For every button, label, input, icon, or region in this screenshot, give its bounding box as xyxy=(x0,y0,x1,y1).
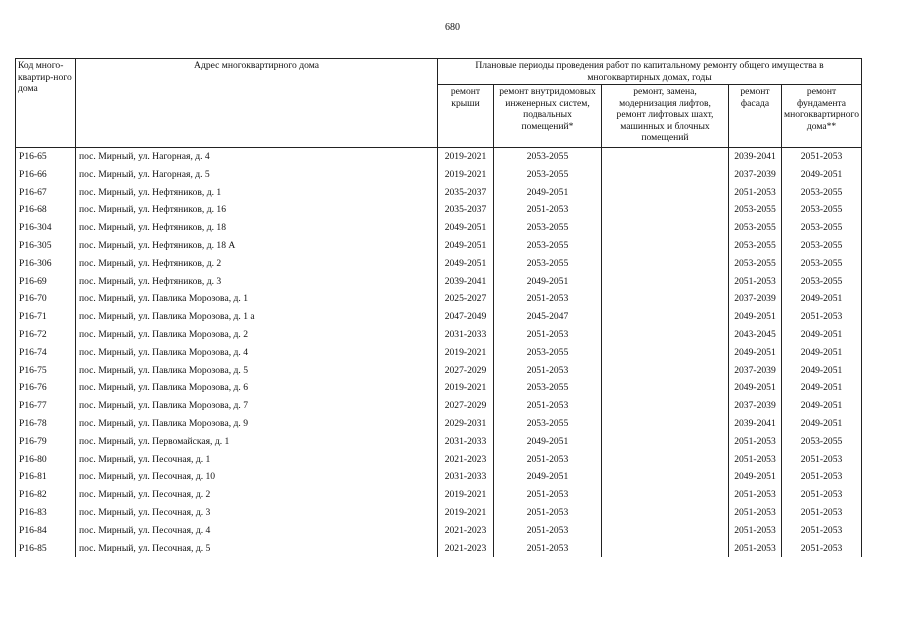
cell-code: Р16-80 xyxy=(16,451,76,469)
cell-engineering: 2049-2051 xyxy=(494,433,602,451)
table-row xyxy=(16,522,862,540)
cell-facade: 2051-2053 xyxy=(729,273,782,291)
cell-code: Р16-305 xyxy=(16,237,76,255)
table-row xyxy=(16,201,862,219)
cell-foundation: 2051-2053 xyxy=(782,540,862,558)
cell-foundation: 2051-2053 xyxy=(782,468,862,486)
cell-lifts xyxy=(602,415,729,433)
table-row xyxy=(16,397,862,415)
cell-lifts xyxy=(602,273,729,291)
cell-engineering: 2053-2055 xyxy=(494,415,602,433)
cell-facade: 2049-2051 xyxy=(729,379,782,397)
cell-facade: 2051-2053 xyxy=(729,522,782,540)
cell-roof: 2031-2033 xyxy=(438,433,494,451)
table-row xyxy=(16,237,862,255)
cell-lifts xyxy=(602,326,729,344)
table-row xyxy=(16,148,862,166)
table-row xyxy=(16,344,862,362)
cell-facade: 2053-2055 xyxy=(729,219,782,237)
cell-engineering: 2051-2053 xyxy=(494,362,602,380)
table-row xyxy=(16,451,862,469)
cell-engineering: 2053-2055 xyxy=(494,379,602,397)
cell-roof: 2049-2051 xyxy=(438,237,494,255)
cell-engineering: 2051-2053 xyxy=(494,504,602,522)
cell-roof: 2019-2021 xyxy=(438,504,494,522)
cell-lifts xyxy=(602,308,729,326)
cell-code: Р16-82 xyxy=(16,486,76,504)
cell-address: пос. Мирный, ул. Нефтяников, д. 16 xyxy=(76,201,438,219)
table-row xyxy=(16,504,862,522)
cell-address: пос. Мирный, ул. Нефтяников, д. 18 xyxy=(76,219,438,237)
header-foundation: ремонт фундамента многоквартирного дома** xyxy=(782,85,862,148)
cell-foundation: 2051-2053 xyxy=(782,148,862,166)
cell-roof: 2035-2037 xyxy=(438,184,494,202)
cell-roof: 2021-2023 xyxy=(438,451,494,469)
table-body xyxy=(16,148,862,558)
cell-roof: 2049-2051 xyxy=(438,219,494,237)
cell-engineering: 2049-2051 xyxy=(494,468,602,486)
table-row xyxy=(16,433,862,451)
cell-facade: 2039-2041 xyxy=(729,148,782,166)
cell-engineering: 2051-2053 xyxy=(494,397,602,415)
cell-lifts xyxy=(602,540,729,558)
cell-engineering: 2051-2053 xyxy=(494,486,602,504)
cell-roof: 2025-2027 xyxy=(438,290,494,308)
cell-engineering: 2051-2053 xyxy=(494,540,602,558)
table-row xyxy=(16,290,862,308)
cell-roof: 2029-2031 xyxy=(438,415,494,433)
cell-address: пос. Мирный, ул. Павлика Морозова, д. 2 xyxy=(76,326,438,344)
cell-lifts xyxy=(602,344,729,362)
cell-facade: 2051-2053 xyxy=(729,433,782,451)
cell-lifts xyxy=(602,504,729,522)
cell-code: Р16-83 xyxy=(16,504,76,522)
cell-lifts xyxy=(602,148,729,166)
cell-foundation: 2049-2051 xyxy=(782,344,862,362)
cell-facade: 2051-2053 xyxy=(729,486,782,504)
cell-roof: 2031-2033 xyxy=(438,326,494,344)
cell-roof: 2047-2049 xyxy=(438,308,494,326)
cell-lifts xyxy=(602,237,729,255)
cell-code: Р16-79 xyxy=(16,433,76,451)
cell-address: пос. Мирный, ул. Песочная, д. 4 xyxy=(76,522,438,540)
cell-facade: 2051-2053 xyxy=(729,451,782,469)
cell-foundation: 2053-2055 xyxy=(782,255,862,273)
cell-facade: 2037-2039 xyxy=(729,290,782,308)
cell-address: пос. Мирный, ул. Нефтяников, д. 3 xyxy=(76,273,438,291)
cell-engineering: 2051-2053 xyxy=(494,522,602,540)
cell-facade: 2053-2055 xyxy=(729,237,782,255)
header-lifts: ремонт, замена, модернизация лифтов, ремонт лифтовых шахт, машинных и блочных помещений xyxy=(602,85,729,148)
cell-lifts xyxy=(602,184,729,202)
cell-code: Р16-65 xyxy=(16,148,76,166)
cell-lifts xyxy=(602,522,729,540)
cell-roof: 2019-2021 xyxy=(438,379,494,397)
cell-address: пос. Мирный, ул. Нефтяников, д. 2 xyxy=(76,255,438,273)
cell-address: пос. Мирный, ул. Песочная, д. 3 xyxy=(76,504,438,522)
cell-foundation: 2053-2055 xyxy=(782,273,862,291)
cell-code: Р16-75 xyxy=(16,362,76,380)
cell-foundation: 2053-2055 xyxy=(782,237,862,255)
cell-lifts xyxy=(602,166,729,184)
cell-address: пос. Мирный, ул. Павлика Морозова, д. 9 xyxy=(76,415,438,433)
cell-lifts xyxy=(602,468,729,486)
header-address: Адрес многоквартирного дома xyxy=(76,59,438,148)
cell-roof: 2019-2021 xyxy=(438,148,494,166)
cell-engineering: 2051-2053 xyxy=(494,326,602,344)
cell-code: Р16-84 xyxy=(16,522,76,540)
cell-foundation: 2051-2053 xyxy=(782,451,862,469)
cell-foundation: 2051-2053 xyxy=(782,308,862,326)
header-roof: ремонт крыши xyxy=(438,85,494,148)
header-engineering: ремонт внутридомовых инженерных систем, подвальных помещений* xyxy=(494,85,602,148)
cell-facade: 2043-2045 xyxy=(729,326,782,344)
cell-engineering: 2049-2051 xyxy=(494,273,602,291)
header-facade: ремонт фасада xyxy=(729,85,782,148)
cell-address: пос. Мирный, ул. Нефтяников, д. 18 А xyxy=(76,237,438,255)
cell-address: пос. Мирный, ул. Павлика Морозова, д. 1 xyxy=(76,290,438,308)
cell-address: пос. Мирный, ул. Песочная, д. 1 xyxy=(76,451,438,469)
cell-code: Р16-81 xyxy=(16,468,76,486)
cell-code: Р16-306 xyxy=(16,255,76,273)
cell-lifts xyxy=(602,362,729,380)
cell-lifts xyxy=(602,451,729,469)
cell-lifts xyxy=(602,397,729,415)
cell-code: Р16-77 xyxy=(16,397,76,415)
cell-foundation: 2049-2051 xyxy=(782,166,862,184)
cell-foundation: 2051-2053 xyxy=(782,504,862,522)
cell-code: Р16-85 xyxy=(16,540,76,558)
table-header xyxy=(16,59,862,148)
cell-address: пос. Мирный, ул. Нагорная, д. 5 xyxy=(76,166,438,184)
cell-facade: 2051-2053 xyxy=(729,504,782,522)
cell-foundation: 2051-2053 xyxy=(782,486,862,504)
cell-roof: 2049-2051 xyxy=(438,255,494,273)
cell-code: Р16-74 xyxy=(16,344,76,362)
cell-engineering: 2051-2053 xyxy=(494,290,602,308)
cell-address: пос. Мирный, ул. Павлика Морозова, д. 4 xyxy=(76,344,438,362)
cell-engineering: 2049-2051 xyxy=(494,184,602,202)
table-row xyxy=(16,486,862,504)
cell-address: пос. Мирный, ул. Песочная, д. 5 xyxy=(76,540,438,558)
cell-roof: 2035-2037 xyxy=(438,201,494,219)
cell-code: Р16-76 xyxy=(16,379,76,397)
cell-address: пос. Мирный, ул. Первомайская, д. 1 xyxy=(76,433,438,451)
cell-code: Р16-67 xyxy=(16,184,76,202)
cell-roof: 2031-2033 xyxy=(438,468,494,486)
cell-lifts xyxy=(602,219,729,237)
cell-roof: 2019-2021 xyxy=(438,344,494,362)
cell-facade: 2037-2039 xyxy=(729,166,782,184)
cell-address: пос. Мирный, ул. Песочная, д. 10 xyxy=(76,468,438,486)
cell-lifts xyxy=(602,290,729,308)
cell-foundation: 2049-2051 xyxy=(782,379,862,397)
cell-address: пос. Мирный, ул. Нагорная, д. 4 xyxy=(76,148,438,166)
cell-engineering: 2053-2055 xyxy=(494,166,602,184)
cell-facade: 2037-2039 xyxy=(729,362,782,380)
cell-engineering: 2053-2055 xyxy=(494,344,602,362)
cell-facade: 2051-2053 xyxy=(729,540,782,558)
cell-foundation: 2049-2051 xyxy=(782,326,862,344)
cell-foundation: 2049-2051 xyxy=(782,290,862,308)
cell-address: пос. Мирный, ул. Нефтяников, д. 1 xyxy=(76,184,438,202)
table-row xyxy=(16,255,862,273)
table-row xyxy=(16,379,862,397)
cell-code: Р16-71 xyxy=(16,308,76,326)
cell-code: Р16-72 xyxy=(16,326,76,344)
cell-roof: 2019-2021 xyxy=(438,166,494,184)
cell-engineering: 2053-2055 xyxy=(494,255,602,273)
cell-engineering: 2051-2053 xyxy=(494,451,602,469)
cell-foundation: 2053-2055 xyxy=(782,433,862,451)
table-row xyxy=(16,326,862,344)
cell-foundation: 2049-2051 xyxy=(782,397,862,415)
cell-facade: 2049-2051 xyxy=(729,344,782,362)
header-periods: Плановые периоды проведения работ по капитальному ремонту общего имущества в многоквартирных домах, годы xyxy=(438,59,862,85)
cell-engineering: 2053-2055 xyxy=(494,148,602,166)
table-row xyxy=(16,273,862,291)
cell-code: Р16-66 xyxy=(16,166,76,184)
cell-facade: 2049-2051 xyxy=(729,308,782,326)
page-number: 680 xyxy=(445,22,460,33)
cell-address: пос. Мирный, ул. Павлика Морозова, д. 7 xyxy=(76,397,438,415)
cell-address: пос. Мирный, ул. Павлика Морозова, д. 1 а xyxy=(76,308,438,326)
table-row xyxy=(16,362,862,380)
cell-code: Р16-70 xyxy=(16,290,76,308)
table-row xyxy=(16,415,862,433)
cell-code: Р16-68 xyxy=(16,201,76,219)
cell-roof: 2019-2021 xyxy=(438,486,494,504)
cell-roof: 2021-2023 xyxy=(438,522,494,540)
cell-foundation: 2049-2051 xyxy=(782,362,862,380)
cell-code: Р16-304 xyxy=(16,219,76,237)
table-row xyxy=(16,308,862,326)
table-row xyxy=(16,166,862,184)
table-row xyxy=(16,468,862,486)
cell-engineering: 2053-2055 xyxy=(494,219,602,237)
table-row xyxy=(16,219,862,237)
cell-roof: 2039-2041 xyxy=(438,273,494,291)
cell-address: пос. Мирный, ул. Песочная, д. 2 xyxy=(76,486,438,504)
cell-lifts xyxy=(602,433,729,451)
cell-facade: 2051-2053 xyxy=(729,184,782,202)
cell-foundation: 2049-2051 xyxy=(782,415,862,433)
cell-foundation: 2053-2055 xyxy=(782,219,862,237)
capital-repair-table xyxy=(15,58,862,557)
cell-engineering: 2053-2055 xyxy=(494,237,602,255)
cell-facade: 2053-2055 xyxy=(729,255,782,273)
cell-facade: 2037-2039 xyxy=(729,397,782,415)
cell-facade: 2053-2055 xyxy=(729,201,782,219)
header-code: Код много-квартир-ного дома xyxy=(16,59,76,148)
cell-roof: 2027-2029 xyxy=(438,362,494,380)
cell-lifts xyxy=(602,201,729,219)
cell-engineering: 2051-2053 xyxy=(494,201,602,219)
cell-roof: 2027-2029 xyxy=(438,397,494,415)
table-row xyxy=(16,540,862,558)
cell-foundation: 2051-2053 xyxy=(782,522,862,540)
cell-lifts xyxy=(602,379,729,397)
cell-lifts xyxy=(602,486,729,504)
cell-code: Р16-69 xyxy=(16,273,76,291)
cell-facade: 2039-2041 xyxy=(729,415,782,433)
cell-foundation: 2053-2055 xyxy=(782,201,862,219)
cell-address: пос. Мирный, ул. Павлика Морозова, д. 5 xyxy=(76,362,438,380)
cell-roof: 2021-2023 xyxy=(438,540,494,558)
cell-lifts xyxy=(602,255,729,273)
cell-foundation: 2053-2055 xyxy=(782,184,862,202)
table-row xyxy=(16,184,862,202)
cell-facade: 2049-2051 xyxy=(729,468,782,486)
cell-engineering: 2045-2047 xyxy=(494,308,602,326)
cell-code: Р16-78 xyxy=(16,415,76,433)
cell-address: пос. Мирный, ул. Павлика Морозова, д. 6 xyxy=(76,379,438,397)
